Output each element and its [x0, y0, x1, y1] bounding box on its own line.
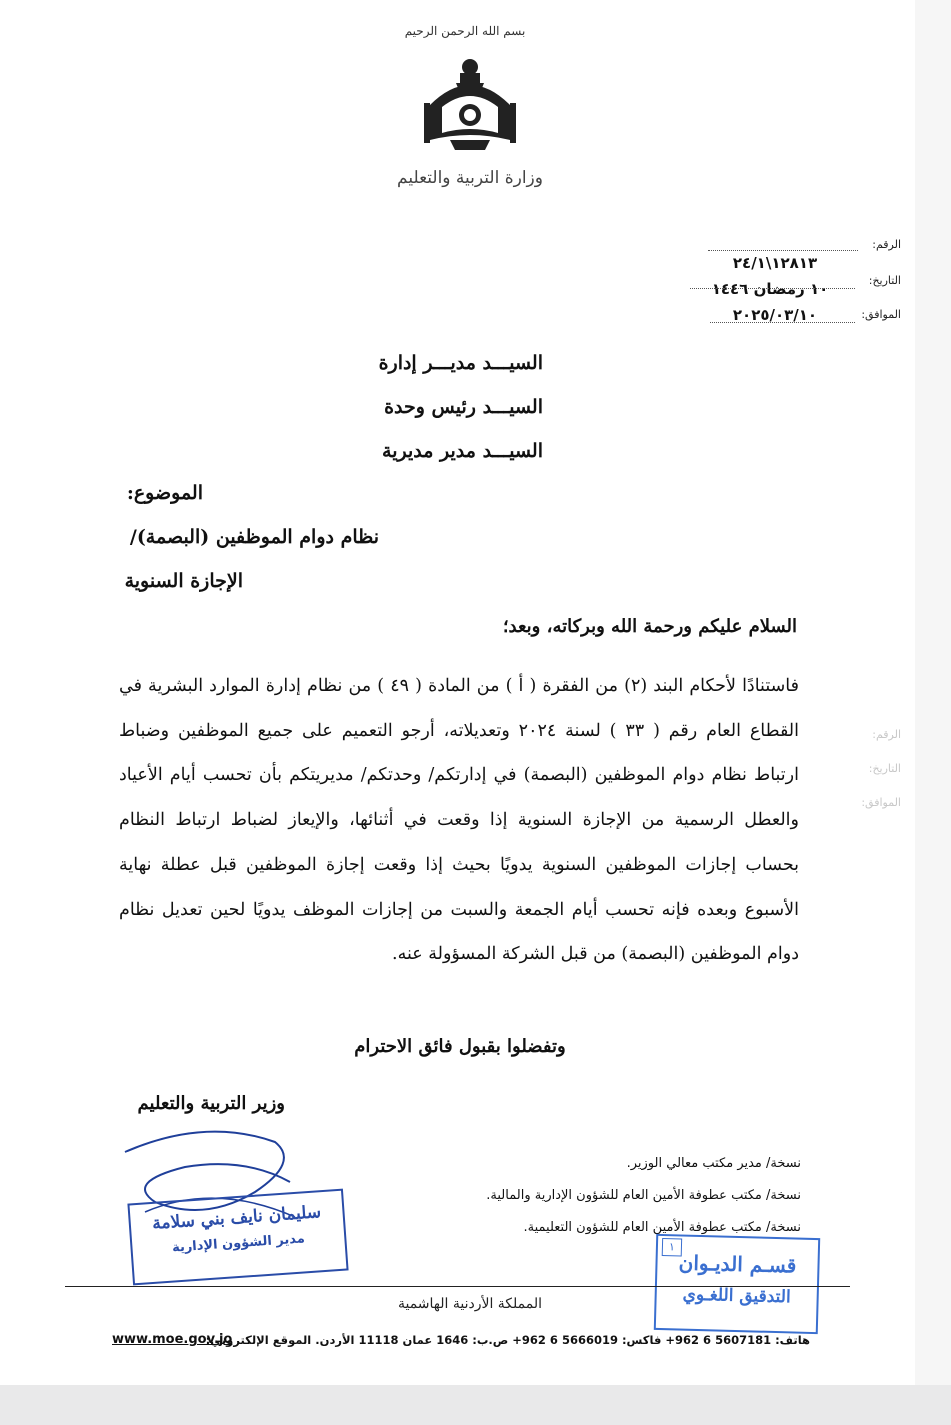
reference-number-label: الرقم:: [872, 238, 901, 251]
dotted-line: [708, 250, 858, 251]
stamp-section: التدقيق اللغـوي: [682, 1284, 791, 1308]
greeting: السلام عليكم ورحمة الله وبركاته، وبعد؛: [502, 616, 797, 637]
ghost-number-label: الرقم:: [872, 728, 901, 741]
signatory-title: وزير التربية والتعليم: [137, 1093, 285, 1114]
body-paragraph: فاستنادًا لأحكام البند (٢) من الفقرة ( أ ) من المادة ( ٤٩ ) من نظام إدارة الموارد البشرية في القطاع العام رقم ( ٣٣ ) لسنة ٢٠٢٤ وتعديلاته، أرجو التعميم على جميع الموظفين وضباط ارتباط نظام دوام الموظفين (البصمة) في إدارتكم/ وحدتكم/ مديريتكم بأن تحسب أيام الأعياد والعطل الرسمية من الإجازة السنوية إذا وقعت في أثنائها، والإيعاز لضباط ارتباط النظام بحساب إجازات الموظفين السنوية يدويًا بحيث إذا وقعت إجازة الموظفين قبل عطلة نهاية الأسبوع وبعده فإنه تحسب أيام الجمعة والسبت من إجازات الموظف يدويًا لحين تعديل نظام دوام الموظفين (البصمة) من قبل الشركة المسؤولة عنه.: [119, 676, 799, 965]
stamp-number: ١: [662, 1238, 682, 1257]
signature-stamp: [127, 1189, 348, 1286]
copy-line: نسخة/ مدير مكتب معالي الوزير.: [626, 1156, 801, 1171]
addressee-2: السيـــد رئيس وحدة: [384, 396, 543, 418]
addressee-3: السيـــد مدير مديرية: [382, 440, 543, 462]
addressee-1: السيـــد مديـــر إدارة: [378, 352, 543, 374]
footer-kingdom: المملكة الأردنية الهاشمية: [397, 1296, 543, 1312]
footer-divider: [65, 1286, 850, 1287]
subject-line-2: الإجازة السنوية: [124, 570, 243, 592]
stamp-name: سليمان نايف بني سلامة: [151, 1202, 322, 1234]
corresponding-value: ٢٠٢٥/٠٣/١٠: [732, 306, 818, 324]
footer-website-link[interactable]: www.moe.gov.jo: [112, 1332, 233, 1347]
reference-number-value: ١٢٨١٣\٢٤/١: [732, 254, 818, 272]
subject-line-1: نظام دوام الموظفين (البصمة)/: [129, 526, 379, 548]
ghost-corresponding-label: الموافق:: [861, 796, 901, 809]
jordan-crest-icon: [420, 45, 520, 160]
date-value: ١٠ رمضان ١٤٤٦: [711, 280, 829, 298]
footer-contacts: هاتف: 5607181 6 962+ فاكس: 5666019 6 962+ ص.ب: 1646 عمان 11118 الأردن. الموقع الإلكتروني:: [205, 1333, 810, 1347]
basmala: بسم الله الرحمن الرحيم: [404, 24, 526, 38]
scan-margin: [915, 0, 951, 1385]
date-label: التاريخ:: [868, 274, 901, 287]
stamp-title: مدير الشؤون الإدارية: [171, 1231, 306, 1256]
copy-line: نسخة/ مكتب عطوفة الأمين العام للشؤون الإدارية والمالية.: [486, 1188, 801, 1203]
ministry-name: وزارة التربية والتعليم: [397, 168, 543, 188]
ghost-date-label: التاريخ:: [868, 762, 901, 775]
stamp-division: قسـم الديـوان: [678, 1250, 797, 1278]
screen-bottom-bar: [0, 1385, 951, 1425]
division-stamp: [654, 1234, 820, 1334]
dotted-line: [710, 322, 855, 323]
dotted-line: [690, 288, 855, 289]
copies-list: [301, 1148, 801, 1244]
closing: وتفضلوا بقبول فائق الاحترام: [354, 1036, 566, 1057]
copy-line: نسخة/ مكتب عطوفة الأمين العام للشؤون التعليمية.: [523, 1220, 801, 1235]
corresponding-label: الموافق:: [861, 308, 901, 321]
subject-label: الموضوع:: [126, 482, 203, 504]
